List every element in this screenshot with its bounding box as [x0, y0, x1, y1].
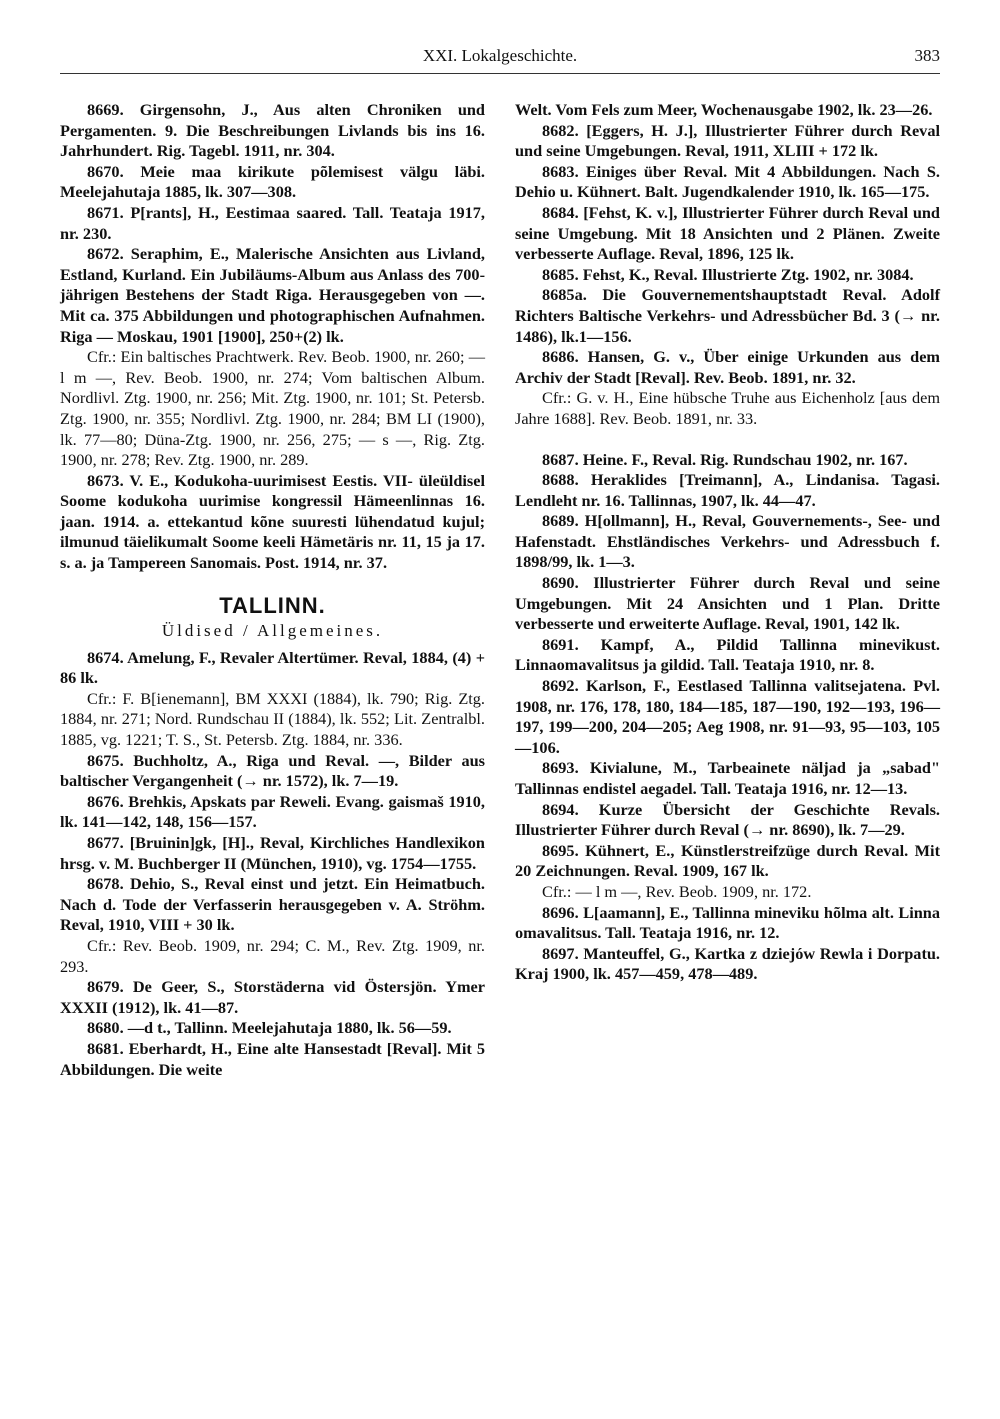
bibliography-entry: 8679. De Geer, S., Storstäderna vid Östersjön. Ymer XXXII (1912), lk. 41—87. — [60, 977, 485, 1017]
bibliography-entry: 8688. Heraklides [Treimann], A., Lindanisa. Tagasi. Lendleht nr. 16. Tallinnas, 1907, lk. 44—47. — [515, 470, 940, 510]
header-rule — [60, 73, 940, 74]
entry-list — [515, 450, 940, 985]
bibliography-entry: 8684. [Fehst, K. v.], Illustrierter Führer durch Reval und seine Umgebung. Mit 18 Ansichten und 2 Plänen. Zweite verbesserte Auflage. Reval, 1896, 125 lk. — [515, 202, 940, 264]
bibliography-entry: 8686. Hansen, G. v., Über einige Urkunden aus dem Archiv der Stadt [Reval]. Rev. Beob. 1891, nr. 32. — [515, 347, 940, 387]
bibliography-entry: 8671. P[rants], H., Eestimaa saared. Tall. Teataja 1917, nr. 230. — [60, 202, 485, 243]
citation-note: Cfr.: F. B[ienemann], BM XXXI (1884), lk. 790; Rig. Ztg. 1884, nr. 271; Nord. Rundschau II (1884), lk. 552; Lit. Zentralbl. 1885, vg. 1221; T. S., St. Petersb. Ztg. 1884, nr. 336. — [60, 688, 485, 750]
bibliography-entry: 8678. Dehio, S., Reval einst und jetzt. Ein Heimatbuch. Nach d. Tode der Verfasserin herausgegeben v. A. Ströhm. Reval, 1910, VIII + 30 lk. — [60, 874, 485, 935]
bibliography-entry: 8696. L[aamann], E., Tallinna mineviku hõlma alt. Linna omavalitsus. Tall. Teataja 1916, nr. 12. — [515, 902, 940, 943]
bibliography-entry: 8682. [Eggers, H. J.], Illustrierter Führer durch Reval und seine Umgebungen. Reval, 1911, XLIII + 172 lk. — [515, 120, 940, 161]
bibliography-entry: 8694. Kurze Übersicht der Geschichte Revals. Illustrierter Führer durch Reval (→ nr. 8690), lk. 7—29. — [515, 799, 940, 840]
bibliography-entry: 8691. Kampf, A., Pildid Tallinna minevikust. Linnaomavalitsus ja gildid. Tall. Teataja 1910, nr. 8. — [515, 634, 940, 675]
section-heading: TALLINN. — [219, 592, 326, 618]
bibliography-entry: 8681. Eberhardt, H., Eine alte Hansestadt [Reval]. Mit 5 Abbildungen. Die weite — [60, 1038, 485, 1079]
bibliography-entry: 8695. Kühnert, E., Künstlerstreifzüge durch Reval. Mit 20 Zeichnungen. Reval. 1909, 167 lk. — [515, 840, 940, 881]
section-title: XXI. Lokalgeschichte. — [422, 46, 578, 65]
bibliography-entry: 8685a. Die Gouvernementshauptstadt Reval. Adolf Richters Baltische Verkehrs- und Adressbücher Bd. 3 (→ nr. 1486), lk.1—156. — [515, 285, 940, 346]
bibliography-entry: 8683. Einiges über Reval. Mit 4 Abbildungen. Nach S. Dehio u. Kühnert. Balt. Jugendkalender 1910, lk. 165—175. — [515, 161, 940, 202]
right-column — [515, 100, 940, 985]
citation-note: Cfr.: Ein baltisches Prachtwerk. Rev. Beob. 1900, nr. 260; — l m —, Rev. Beob. 1900, nr. 274; Vom baltischen Album. Nordlivl. Ztg. 1900, nr. 256; Mit. Ztg. 1900, nr. 101; St. Petersb. Ztg. 1900, nr. 355; Nordlivl. Ztg. 1900, nr. 284; BM LI (1900), lk. 77—80; Düna-Ztg. 1900, nr. 256, 275; — s —, Rig. Ztg. 1900, nr. 278; Rev. Ztg. 1900, nr. 289. — [60, 347, 485, 470]
bibliography-entry: 8669. Girgensohn, J., Aus alten Chroniken und Pergamenten. 9. Die Beschreibungen Livlands bis ins 16. Jahrhundert. Rig. Tagebl. 1911, nr. 304. — [60, 100, 485, 161]
bibliography-entry: 8672. Seraphim, E., Malerische Ansichten aus Livland, Estland, Kurland. Ein Jubiläums-Album aus Anlass des 700-jährigen Bestehens der Stadt Riga. Herausgegeben von —. Mit ca. 375 Abbildungen und photographischen Aufnahmen. Riga — Moskau, 1901 [1900], 250+(2) lk. — [60, 244, 485, 346]
bibliography-entry: 8675. Buchholtz, A., Riga und Reval. —, Bilder aus baltischer Vergangenheit (→ nr. 1572), lk. 7—19. — [60, 750, 485, 791]
bibliography-entry: 8677. [Bruinin]gk, [H]., Reval, Kirchliches Handlexikon hrsg. v. M. Buchberger II (München, 1910), vg. 1754—1755. — [60, 833, 485, 873]
page-number: 383 — [914, 46, 940, 65]
bibliography-entry: 8674. Amelung, F., Revaler Altertümer. Reval, 1884, (4) + 86 lk. — [60, 647, 485, 688]
running-header — [60, 42, 940, 76]
bibliography-entry: 8693. Kivialune, M., Tarbeainete näljad ja „sabad" Tallinnas endistel aegadel. Tall. Teataja 1916, nr. 12—13. — [515, 758, 940, 798]
spacer — [515, 430, 940, 450]
citation-note: Cfr.: — l m —, Rev. Beob. 1909, nr. 172. — [542, 881, 812, 901]
left-column — [60, 100, 485, 1080]
bibliography-entry: 8689. H[ollmann], H., Reval, Gouvernements-, See- und Hafenstadt. Ehstländisches Verkehrs- und Adressbuch f. 1898/99, lk. 1—3. — [515, 511, 940, 572]
subsection-heading: Üldised / Allgemeines. — [161, 620, 384, 640]
bibliography-entry: 8676. Brehkis, Apskats par Reweli. Evang. gaismaš 1910, lk. 141—142, 148, 156—157. — [60, 791, 485, 832]
bibliography-entry: 8670. Meie maa kirikute põlemisest välgu läbi. Meelejahutaja 1885, lk. 307—308. — [60, 161, 485, 202]
entry-list — [60, 648, 485, 1080]
bibliography-entry: 8685. Fehst, K., Reval. Illustrierte Ztg. 1902, nr. 3084. — [542, 264, 914, 284]
citation-note: Cfr.: G. v. H., Eine hübsche Truhe aus Eichenholz [aus dem Jahre 1688]. Rev. Beob. 1891, nr. 33. — [515, 388, 940, 428]
bibliography-entry: Welt. Vom Fels zum Meer, Wochenausgabe 1902, lk. 23—26. — [515, 100, 933, 119]
entry-list — [60, 100, 485, 574]
bibliography-entry: 8687. Heine. F., Reval. Rig. Rundschau 1902, nr. 167. — [542, 449, 908, 469]
citation-note: Cfr.: Rev. Beob. 1909, nr. 294; C. M., Rev. Ztg. 1909, nr. 293. — [60, 935, 485, 976]
bibliography-entry: 8673. V. E., Kodukoha-uurimisest Eestis. VII- üleüldisel Soome kodukoha uurimise kongressil Hämeenlinnas 16. jaan. 1914. a. ettekantud kõne suuresti lühendatud kujul; ilmunud täielikumalt Soome keeli Hämetäris nr. 11, 15 ja 17. s. a. ja Tampereen Sanomais. Post. 1914, nr. 37. — [60, 470, 485, 573]
bibliography-entry: 8690. Illustrierter Führer durch Reval und seine Umgebungen. Mit 24 Ansichten und 1 Plan. Dritte verbesserte und erweiterte Auflage. Reval, 1901, 142 lk. — [515, 573, 940, 634]
entry-list — [515, 100, 940, 430]
bibliography-entry: 8680. —d t., Tallinn. Meelejahutaja 1880, lk. 56—59. — [87, 1018, 452, 1038]
bibliography-entry: 8697. Manteuffel, G., Kartka z dziejów Rewla i Dorpatu. Kraj 1900, lk. 457—459, 478—489. — [515, 943, 940, 984]
bibliography-entry: 8692. Karlson, F., Eestlased Tallinna valitsejatena. Pvl. 1908, nr. 176, 178, 180, 184—185, 187—190, 192—193, 196—197, 199—200, 204—205; Aeg 1908, nr. 91—93, 95—103, 105—106. — [515, 676, 940, 757]
